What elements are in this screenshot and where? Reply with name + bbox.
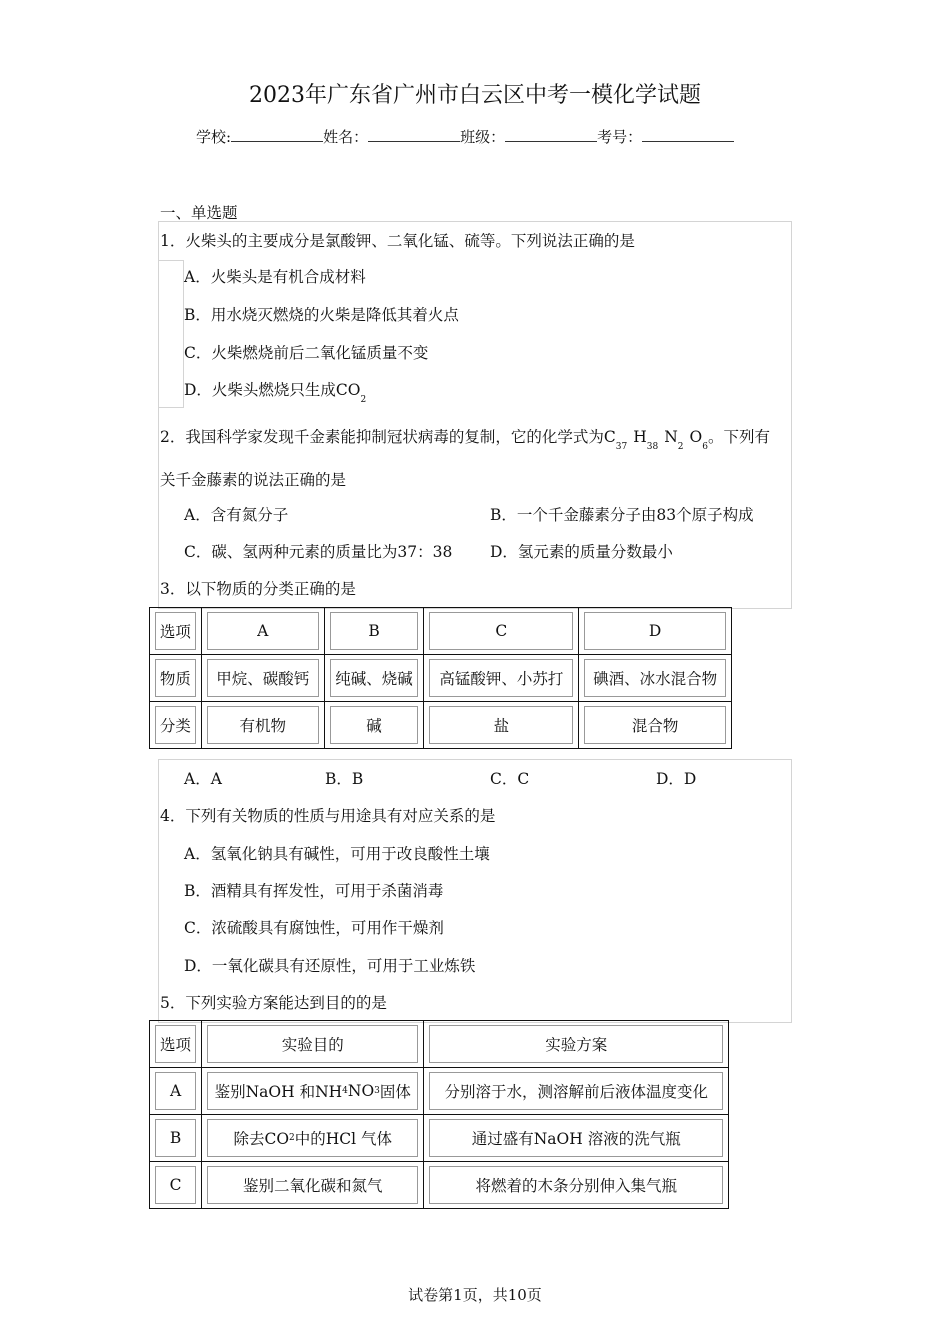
q3-stem: 3．以下物质的分类正确的是 (160, 580, 356, 598)
q2-option-b[interactable]: B．一个千金藤素分子由83个原子构成 (490, 506, 754, 524)
table-cell: A (207, 612, 319, 650)
q5-table (149, 1020, 729, 1209)
table-cell: 混合物 (584, 706, 726, 744)
q4-option-d[interactable]: D．一氧化碳具有还原性，可用于工业炼铁 (184, 957, 476, 975)
page-footer: 试卷第1页，共10页 (408, 1286, 542, 1304)
class-blank[interactable] (505, 127, 597, 142)
page-title: 2023年广东省广州市白云区中考一模化学试题 (249, 83, 701, 108)
q3-option-d[interactable]: D．D (656, 770, 697, 788)
table-row (150, 1068, 729, 1115)
q2-formula: $C_{37}H_{38}N_2O_6$ (603, 428, 708, 452)
table-header-cell: 实验方案 (429, 1025, 723, 1063)
school-label: 学校: (196, 128, 232, 146)
q1-option-d[interactable]: D．火柴头燃烧只生成$CO_2$ (184, 381, 367, 405)
q2-option-d[interactable]: D．氢元素的质量分数最小 (490, 543, 673, 561)
table-header-cell: 实验目的 (207, 1025, 418, 1063)
table-cell: C (155, 1166, 196, 1204)
q1-option-a[interactable]: A．火柴头是有机合成材料 (184, 268, 366, 286)
q3-option-c[interactable]: C．C (490, 770, 530, 788)
table-cell: 分类 (155, 706, 196, 744)
table-cell: B (155, 1119, 196, 1157)
exam-no-label: 考号： (597, 128, 643, 146)
table-cell: 碘酒、冰水混合物 (584, 659, 726, 697)
table-row (150, 608, 732, 655)
student-info-line (196, 126, 734, 147)
table-row (150, 1115, 729, 1162)
school-blank[interactable] (231, 127, 323, 142)
table-cell: 盐 (429, 706, 573, 744)
table-cell: 物质 (155, 659, 196, 697)
q1-option-c[interactable]: C．火柴燃烧前后二氧化锰质量不变 (184, 344, 429, 362)
table-cell: C (429, 612, 573, 650)
options-indent-frame (158, 260, 184, 408)
table-cell: 鉴别二氧化碳和氮气 (207, 1166, 418, 1204)
q3-table (149, 607, 732, 749)
table-row (150, 1162, 729, 1209)
q2-stem-line1: 2．我国科学家发现千金素能抑制冠状病毒的复制，它的化学式为$C_{37}H_{38}N_2O_6$。下列有 (160, 428, 770, 452)
table-cell: 高锰酸钾、小苏打 (429, 659, 573, 697)
table-cell: 选项 (155, 612, 196, 650)
q1-option-b[interactable]: B．用水烧灭燃烧的火柴是降低其着火点 (184, 306, 459, 324)
q2-option-c[interactable]: C．碳、氢两种元素的质量比为37：38 (184, 543, 453, 561)
table-header-cell: 选项 (155, 1025, 196, 1063)
table-cell: 有机物 (207, 706, 319, 744)
table-cell: D (584, 612, 726, 650)
name-blank[interactable] (368, 127, 460, 142)
q4-option-c[interactable]: C．浓硫酸具有腐蚀性，可用作干燥剂 (184, 919, 444, 937)
table-cell: A (155, 1072, 196, 1110)
table-row (150, 1021, 729, 1068)
q3-option-a[interactable]: A．A (184, 770, 222, 788)
q3-option-b[interactable]: B．B (325, 770, 364, 788)
table-cell: 将燃着的木条分别伸入集气瓶 (429, 1166, 723, 1204)
table-cell: 除去CO 2 中的HCl 气体 (207, 1119, 418, 1157)
table-row (150, 655, 732, 702)
section-heading: 一、单选题 (160, 204, 238, 222)
q1-stem: 1．火柴头的主要成分是氯酸钾、二氧化锰、硫等。下列说法正确的是 (160, 232, 635, 250)
table-cell: 鉴别NaOH 和NH 4 NO 3 固体 (207, 1072, 418, 1110)
q2-stem-line2: 关千金藤素的说法正确的是 (160, 471, 347, 489)
q4-option-a[interactable]: A．氢氧化钠具有碱性，可用于改良酸性土壤 (184, 845, 490, 863)
class-label: 班级： (460, 128, 506, 146)
table-cell: 碱 (330, 706, 419, 744)
q4-option-b[interactable]: B．酒精具有挥发性，可用于杀菌消毒 (184, 882, 444, 900)
exam-no-blank[interactable] (642, 127, 734, 142)
table-cell: 纯碱、烧碱 (330, 659, 419, 697)
table-cell: B (330, 612, 419, 650)
q5-stem: 5．下列实验方案能达到目的的是 (160, 994, 387, 1012)
q2-option-a[interactable]: A．含有氮分子 (184, 506, 289, 524)
table-row (150, 702, 732, 749)
q4-stem: 4．下列有关物质的性质与用途具有对应关系的是 (160, 807, 496, 825)
name-label: 姓名： (323, 128, 369, 146)
table-cell: 通过盛有NaOH 溶液的洗气瓶 (429, 1119, 723, 1157)
table-cell: 甲烷、碳酸钙 (207, 659, 319, 697)
table-cell: 分别溶于水，测溶解前后液体温度变化 (429, 1072, 723, 1110)
